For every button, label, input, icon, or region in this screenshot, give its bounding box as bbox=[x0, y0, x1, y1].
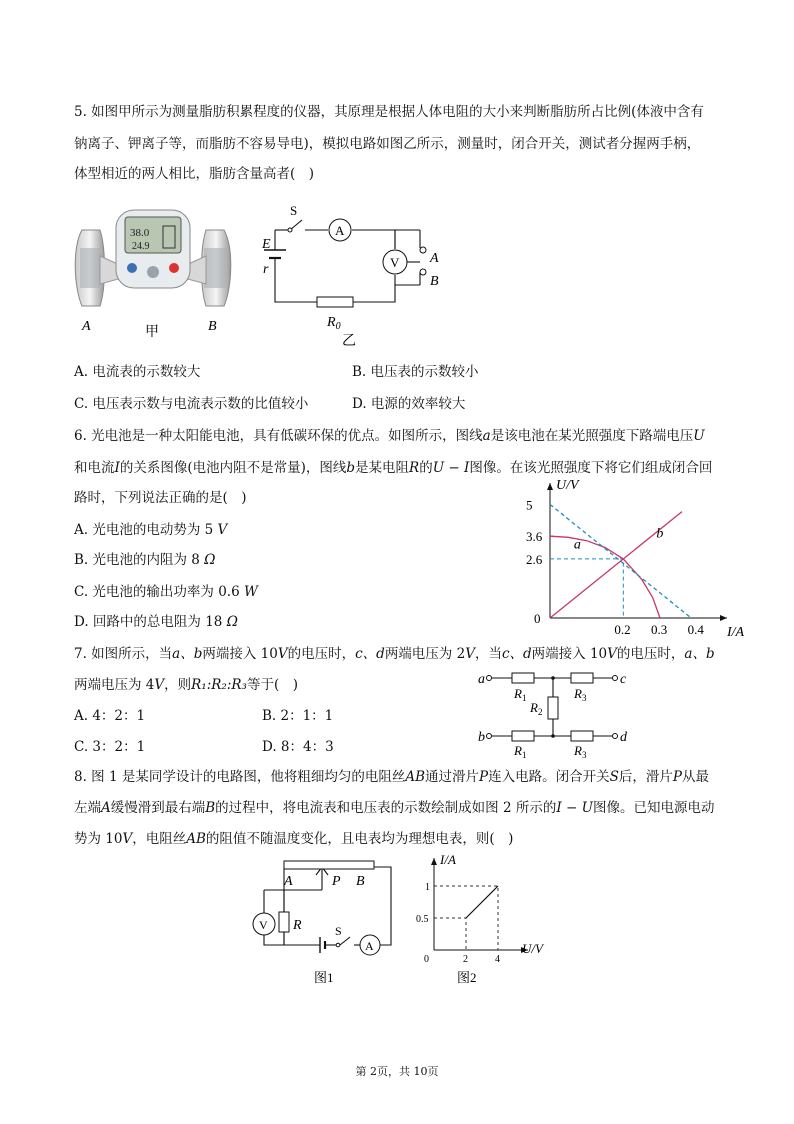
node-c: c bbox=[620, 672, 627, 687]
chart2-x-tick-4: 4 bbox=[495, 954, 500, 965]
q6-line2: 和电流I的关系图像(电池内阻不是常量)，图线b是某电阻R的U − I图像。在该光照强度下将它们组成闭合回 bbox=[74, 460, 713, 476]
chart2-guide-bottom bbox=[434, 918, 466, 950]
chart1-x-tick-0.2: 0.2 bbox=[614, 622, 631, 637]
chart2-y-arrow bbox=[431, 858, 437, 865]
chart1-origin: 0 bbox=[534, 611, 541, 626]
r3-bottom-label: $R_3$ bbox=[574, 743, 587, 760]
q6-option-a[interactable]: A. 光电池的电动势为 5 V bbox=[74, 522, 228, 538]
resistance-wire-ab bbox=[284, 861, 374, 869]
fig1-caption: 图1 bbox=[314, 970, 334, 985]
chart2-x-label: U/V bbox=[522, 941, 543, 956]
q5-line1: 5. 如图甲所示为测量脂肪积累程度的仪器，其原理是根据人体电阻的大小来判断脂肪所占比例(体液中含有 bbox=[74, 104, 704, 120]
q7-option-c[interactable]: C. 3：2：1 bbox=[74, 739, 146, 755]
label-b: B bbox=[208, 319, 217, 334]
fat-circuit-figure bbox=[260, 200, 460, 350]
fig1-s-label: S bbox=[335, 924, 342, 938]
q6-line3: 路时，下列说法正确的是( ) bbox=[74, 490, 247, 506]
q5-option-a[interactable]: A. 电流表的示数较大 bbox=[74, 364, 201, 380]
resistor-network-figure bbox=[478, 665, 638, 760]
center-button bbox=[147, 266, 159, 278]
chart1-y-arrow bbox=[547, 483, 553, 490]
r0-label: $R_0$ bbox=[327, 315, 341, 332]
fig1-b-label: B bbox=[356, 874, 365, 889]
resistor-r3-bottom bbox=[571, 731, 593, 741]
chart2-y-tick-1: 1 bbox=[425, 882, 430, 893]
fig1-p-label: P bbox=[332, 874, 341, 889]
chart2-series-line bbox=[466, 886, 498, 918]
q5-option-c[interactable]: C. 电压表示数与电流表示数的比值较小 bbox=[74, 396, 309, 412]
q8-line3: 势为 10V，电阻丝AB的阻值不随温度变化，且电表均为理想电表，则( ) bbox=[74, 831, 514, 847]
resistor-r3-top bbox=[571, 673, 593, 683]
chart1-y-tick-5: 5 bbox=[526, 497, 533, 513]
node-d: d bbox=[620, 730, 627, 745]
ammeter-label: A bbox=[335, 223, 345, 238]
chart1-y-label: U/V bbox=[556, 478, 579, 493]
r1-bottom-label: $R_1$ bbox=[514, 743, 527, 760]
fat-meter-figure bbox=[70, 208, 240, 338]
node-a: a bbox=[478, 672, 485, 687]
q5-line2: 钠离子、钾离子等，而脂肪不容易导电)，模拟电路如图乙所示，测量时，闭合开关，测试者分握两手柄， bbox=[74, 136, 701, 152]
terminal-b bbox=[420, 269, 426, 275]
q7-option-d[interactable]: D. 8：4：3 bbox=[262, 739, 334, 755]
chart1-line-b-label: b bbox=[656, 526, 664, 542]
chart1-y-tick-2.6: 2.6 bbox=[526, 551, 543, 567]
photocell-ui-chart bbox=[520, 478, 745, 640]
q6-option-d[interactable]: D. 回路中的总电阻为 18 Ω bbox=[74, 614, 238, 630]
resistor-r2 bbox=[548, 697, 558, 719]
q7-option-a[interactable]: A. 4：2：1 bbox=[74, 708, 146, 724]
voltmeter-label: V bbox=[390, 255, 400, 270]
fig2-caption: 图2 bbox=[457, 970, 477, 985]
chart1-x-label: I/A bbox=[727, 625, 745, 640]
emf-label: E bbox=[262, 237, 271, 252]
caption-yi: 乙 bbox=[342, 334, 356, 349]
chart1-x-tick-0.4: 0.4 bbox=[687, 622, 704, 637]
fig1-v-label: V bbox=[259, 918, 268, 932]
terminal-a bbox=[420, 247, 426, 253]
q5-option-b[interactable]: B. 电压表的示数较小 bbox=[352, 364, 479, 380]
page-footer: 第 2页，共 10页 bbox=[355, 1065, 439, 1078]
q7-line2: 两端电压为 4V，则R₁:R₂:R₃等于( ) bbox=[74, 677, 299, 693]
slide-wire-circuit-figure bbox=[236, 855, 406, 990]
fig1-r-label: R bbox=[293, 918, 302, 933]
resistor-r1-bottom bbox=[512, 731, 534, 741]
fig1-a-label: A bbox=[284, 874, 293, 889]
chart1-x-arrow bbox=[720, 615, 727, 621]
r2-label: $R_2$ bbox=[530, 700, 543, 717]
chart2-origin: 0 bbox=[424, 954, 429, 965]
r3-top-label: $R_3$ bbox=[574, 686, 587, 703]
chart1-y-tick-3.6: 3.6 bbox=[526, 529, 543, 545]
q5-option-d[interactable]: D. 电源的效率较大 bbox=[352, 396, 466, 412]
r1-top-label: $R_1$ bbox=[514, 686, 527, 703]
fig1-am-label: A bbox=[365, 939, 374, 953]
chart1-x-tick-0.3: 0.3 bbox=[651, 622, 668, 637]
q6-option-c[interactable]: C. 光电池的输出功率为 0.6 W bbox=[74, 584, 258, 600]
switch-label: S bbox=[290, 203, 298, 218]
q8-line1: 8. 图 1 是某同学设计的电路图，他将粗细均匀的电阻丝AB通过滑片P连入电路。闭合开关S后，滑片P从最 bbox=[74, 769, 709, 785]
resistor-r1-top bbox=[512, 673, 534, 683]
q5-line3: 体型相近的两人相比，脂肪含量高者( ) bbox=[74, 166, 315, 182]
term-a-label: A bbox=[430, 251, 439, 266]
chart1-curve-a-label: a bbox=[573, 537, 581, 553]
q7-option-b[interactable]: B. 2：1：1 bbox=[262, 708, 334, 724]
label-a: A bbox=[82, 319, 91, 334]
q6-option-b[interactable]: B. 光电池的内阻为 8 Ω bbox=[74, 552, 216, 568]
chart2-y-tick-0.5: 0.5 bbox=[416, 914, 429, 925]
screen-top-reading: 38.0 bbox=[130, 227, 150, 239]
node-b: b bbox=[478, 730, 485, 745]
internal-r-label: r bbox=[263, 262, 269, 277]
q8-line2: 左端A缓慢滑到最右端B的过程中，将电流表和电压表的示数绘制成如图 2 所示的I − U图像。已知电源电动 bbox=[74, 800, 715, 816]
resistor-r bbox=[279, 912, 289, 932]
red-button bbox=[169, 263, 179, 273]
iu-graph-figure bbox=[412, 848, 542, 988]
term-b-label: B bbox=[430, 274, 439, 289]
chart2-x-tick-2: 2 bbox=[463, 954, 468, 965]
blue-button bbox=[127, 263, 137, 273]
screen-bottom-reading: 24.9 bbox=[132, 241, 150, 252]
caption-jia: 甲 bbox=[145, 325, 159, 340]
chart2-y-label: I/A bbox=[440, 852, 456, 867]
resistor-r0 bbox=[317, 297, 353, 307]
q7-line1: 7. 如图所示，当a、b两端接入 10V的电压时，c、d两端电压为 2V，当c、d两端接入 10V的电压时，a、b bbox=[74, 646, 715, 662]
q6-line1: 6. 光电池是一种太阳能电池，具有低碳环保的优点。如图所示，图线a是该电池在某光照强度下路端电压U bbox=[74, 428, 705, 444]
